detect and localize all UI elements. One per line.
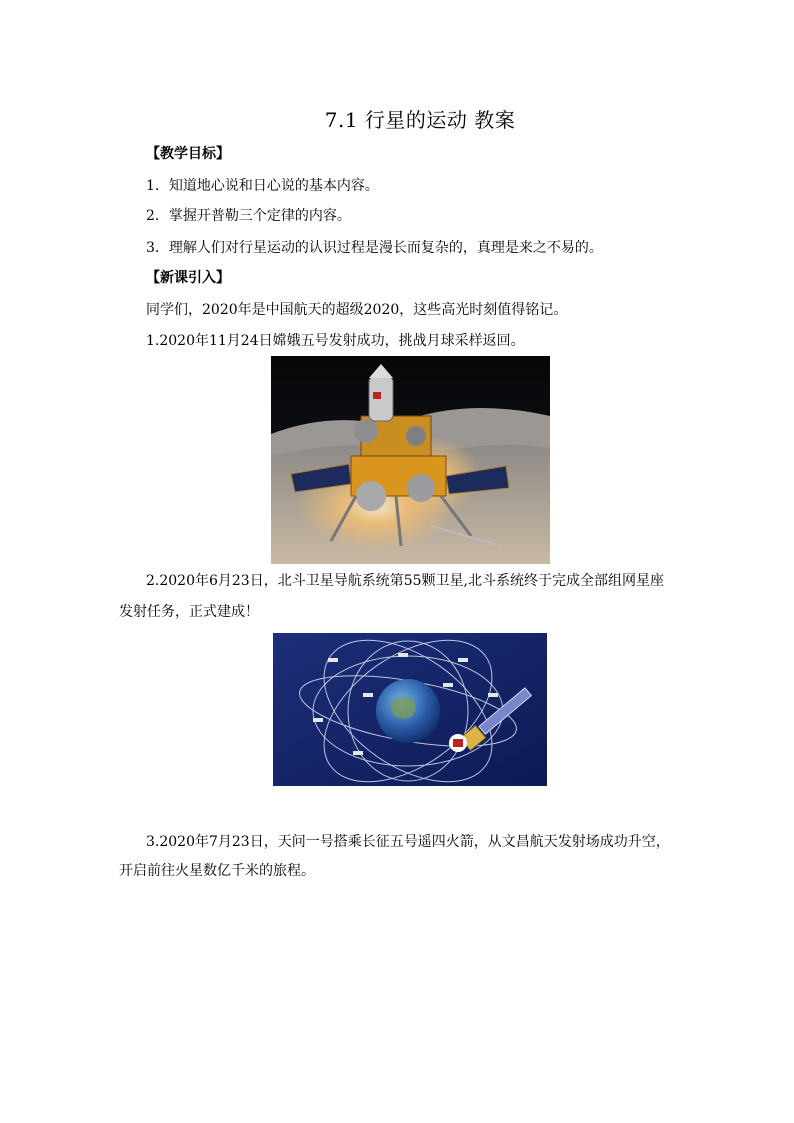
document-title: 7.1 行星的运动 教案 bbox=[324, 108, 516, 132]
objective-item-1: 1．知道地心说和日心说的基本内容。 bbox=[146, 178, 379, 194]
section-heading-objectives: 【教学目标】 bbox=[146, 146, 230, 162]
section-heading-intro: 【新课引入】 bbox=[146, 270, 230, 286]
objective-item-3: 3．理解人们对行星运动的认识过程是漫长而复杂的，真理是来之不易的。 bbox=[146, 240, 603, 256]
beidou-constellation-image bbox=[273, 633, 547, 786]
intro-paragraph: 同学们，2020年是中国航天的超级2020，这些高光时刻值得铭记。 bbox=[146, 302, 568, 318]
change5-lander-image bbox=[271, 356, 550, 564]
news-item-1: 1.2020年11月24日嫦娥五号发射成功，挑战月球采样返回。 bbox=[146, 333, 525, 349]
news-item-3-line-2: 开启前往火星数亿千米的旅程。 bbox=[119, 863, 315, 879]
news-item-2-line-2: 发射任务，正式建成！ bbox=[119, 604, 259, 620]
news-item-3-line-1: 3.2020年7月23日，天问一号搭乘长征五号遥四火箭，从文昌航天发射场成功升空， bbox=[146, 834, 670, 850]
news-item-2-line-1: 2.2020年6月23日，北斗卫星导航系统第55颗卫星,北斗系统终于完成全部组网星座 bbox=[146, 573, 664, 589]
objective-item-2: 2．掌握开普勒三个定律的内容。 bbox=[146, 208, 351, 224]
